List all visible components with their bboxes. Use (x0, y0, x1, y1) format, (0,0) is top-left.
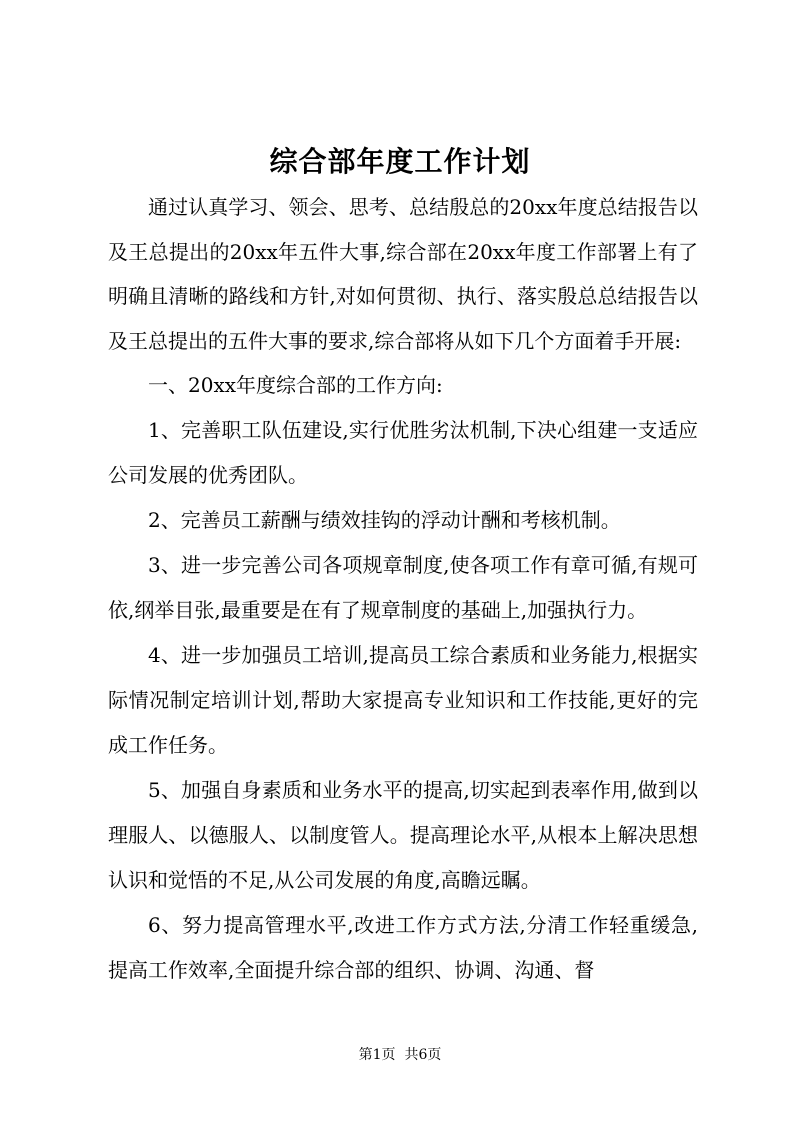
document-body (108, 185, 698, 993)
paragraph-item-6: 6、努力提高管理水平,改进工作方式方法,分清工作轻重缓急,提高工作效率,全面提升综合部的组织、协调、沟通、督 (108, 913, 698, 982)
paragraph-item-1: 1、完善职工队伍建设,实行优胜劣汰机制,下决心组建一支适应公司发展的优秀团队。 (108, 418, 698, 487)
paragraph-item-4: 4、进一步加强员工培训,提高员工综合素质和业务能力,根据实际情况制定培训计划,帮助大家提高专业知识和工作技能,更好的完成工作任务。 (108, 643, 698, 757)
paragraph-section-heading: 一、20xx年度综合部的工作方向: (148, 373, 443, 397)
paragraph-intro: 通过认真学习、领会、思考、总结殷总的20xx年度总结报告以及王总提出的20xx年五件大事,综合部在20xx年度工作部署上有了明确且清晰的路线和方针,对如何贯彻、执行、落实殷总总结报告以及王总提出的五件大事的要求,综合部将从如下几个方面着手开展: (108, 195, 698, 353)
page-number-label: 第1页 共6页 (358, 1047, 442, 1063)
paragraph-item-5: 5、加强自身素质和业务水平的提高,切实起到表率作用,做到以理服人、以德服人、以制度管人。提高理论水平,从根本上解决思想认识和觉悟的不足,从公司发展的角度,高瞻远瞩。 (108, 778, 698, 892)
document-title: 综合部年度工作计划 (269, 145, 531, 178)
paragraph-item-3: 3、进一步完善公司各项规章制度,使各项工作有章可循,有规可依,纲举目张,最重要是在有了规章制度的基础上,加强执行力。 (108, 553, 698, 622)
page-footer (0, 1045, 800, 1065)
paragraph-item-2: 2、完善员工薪酬与绩效挂钩的浮动计酬和考核机制。 (148, 508, 621, 532)
